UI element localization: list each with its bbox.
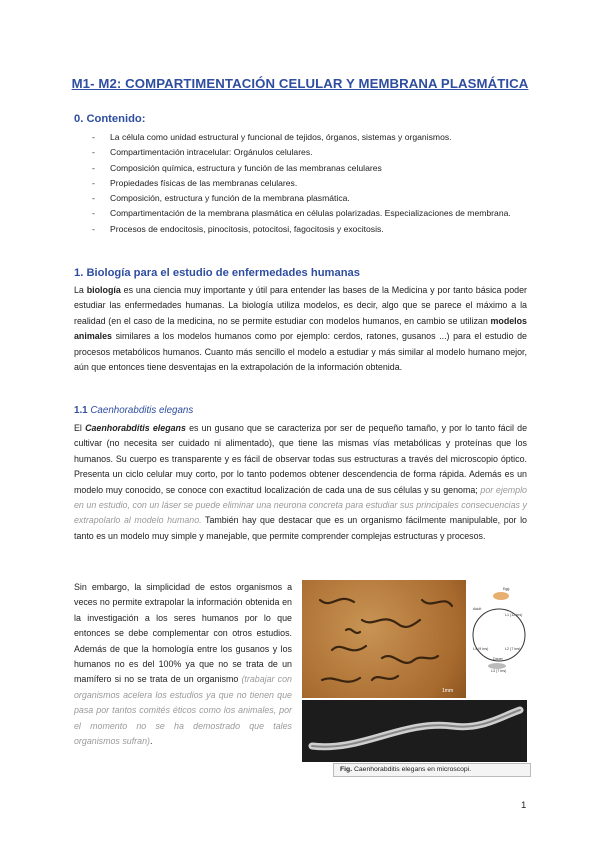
bold-term: modelos animales xyxy=(74,315,527,342)
muted-note: (trabajar con organismos acelera los estudios ya que no tienen que pasa por tantos comités éticos como los animales, por el momento no se ha demostrado que tales organismos sufran) xyxy=(74,674,292,747)
text-run: También hay que destacar que es un organismo fácilmente manipulable, por lo tanto es un modelo muy simple y manejable, que permite comprender complejas estructuras y procesos. xyxy=(74,515,527,541)
section-1-1-heading xyxy=(74,405,193,416)
life-cycle-diagram xyxy=(471,580,527,698)
cycle-label: L4 (9 hrs) xyxy=(473,647,489,651)
page-number: 1 xyxy=(521,800,527,811)
scale-label: 1mm xyxy=(442,688,454,694)
cycle-label: Dauer xyxy=(493,657,503,661)
cycle-label: L1 (12 hrs) xyxy=(505,613,523,617)
cycle-label: Egg xyxy=(503,587,510,591)
bold-term: biología xyxy=(86,285,121,295)
contents-item: - Composición, estructura y función de la membrana plasmática. xyxy=(92,191,532,206)
page-title: M1- M2: COMPARTIMENTACIÓN CELULAR Y MEMBRANA PLASMÁTICA xyxy=(71,76,529,91)
section-1-paragraph xyxy=(74,283,527,375)
text-run: es un gusano que se caracteriza por ser de pequeño tamaño, y por lo tanto fácil de cultivar (no necesita ser cuidado ni alimentado), que tiene las mismas vías metabólicas y proteínas que los humanos. Su cuerpo es transparente y es fácil de observar todas sus estructuras a través del microscopio óptico. Presenta un ciclo celular muy corto, por lo tanto podemos obtener descendencia de forma rápida. Además es un modelo muy conocido, se conoce con exactitud localización de cada una de sus células y su genoma; xyxy=(74,423,528,495)
cycle-label: Adult xyxy=(473,607,482,611)
caption-label: Fig. xyxy=(340,766,353,773)
text-run: es una ciencia muy importante y útil para entender las bases de la Medicina y por tanto básica poder estudiar las enfermedades humanas. La biología utiliza modelos, es decir, algo que se parece el máximo a la realidad (en el caso de la medicina, no se permite estudiar con modelos humanos, en cambio se utilizan xyxy=(74,285,527,326)
egg-icon xyxy=(493,592,509,600)
text-run: . xyxy=(149,736,153,747)
text-run: Sin embargo, la simplicidad de estos organismos a veces no permite extrapolar la información obtenida en la investigación a los seres humanos por lo que entonces se debe complementar con otros estudios. Además de que la homología entre los gusanos y los humanos no es del 100% ya que no se trata de un mamífero si no se trata de un organismo xyxy=(74,582,292,685)
figure-caption xyxy=(333,763,531,777)
section-1-1-paragraph xyxy=(74,421,527,544)
cycle-label: L3 (7 hrs) xyxy=(491,669,507,673)
caption-text: Caenhorabditis elegans en microscopi. xyxy=(352,766,472,773)
contents-item: - Compartimentación intracelular: Orgánulos celulares. xyxy=(92,145,532,160)
section-1-heading: 1. Biología para el estudio de enfermedades humanas xyxy=(74,267,360,279)
text-run: El xyxy=(74,423,86,433)
text-run: similares a los modelos humanos como por ejemplo: cerdos, ratones, gusanos ...) para el estudio de procesos metabólicos humanos. Cuanto más sencillo el modelo a estudiar y más similar al modelo humano mejor, aún que entonces tiene desventajas en la extrapolación de la información obtenida. xyxy=(74,331,527,373)
text-run: La xyxy=(74,285,87,295)
contents-item: - La célula como unidad estructural y funcional de tejidos, órganos, sistemas y organismos. xyxy=(92,130,532,145)
muted-example: por ejemplo en un estudio, con un láser se puede eliminar una neurona concreta para estudiar sus principales consecuencias y extrapolarlo al modelo humano. xyxy=(74,484,527,526)
contents-item: - Procesos de endocitosis, pinocitosis, potocitosi, fagocitosis y exocitosis. xyxy=(92,222,532,237)
contents-item: - Propiedades físicas de las membranas celulares. xyxy=(92,176,532,191)
worms-microscope-image xyxy=(302,580,466,698)
contents-item: - Compartimentación de la membrana plasmática en células polarizadas. Especializaciones de membrana. xyxy=(92,206,532,221)
species-name: Caenhorabditis elegans xyxy=(85,423,186,433)
worm-darkfield-image xyxy=(302,700,527,762)
contents-list xyxy=(92,130,532,237)
section-name: Caenhorabditis elegans xyxy=(90,405,194,416)
contents-item: - Composición química, estructura y función de las membranas celulares xyxy=(92,161,532,176)
section-1-1-paragraph-2 xyxy=(74,580,292,749)
section-0-heading: 0. Contenido: xyxy=(74,113,146,125)
section-number: 1.1 xyxy=(74,405,91,416)
cycle-label: L2 (7 hrs) xyxy=(505,647,521,651)
